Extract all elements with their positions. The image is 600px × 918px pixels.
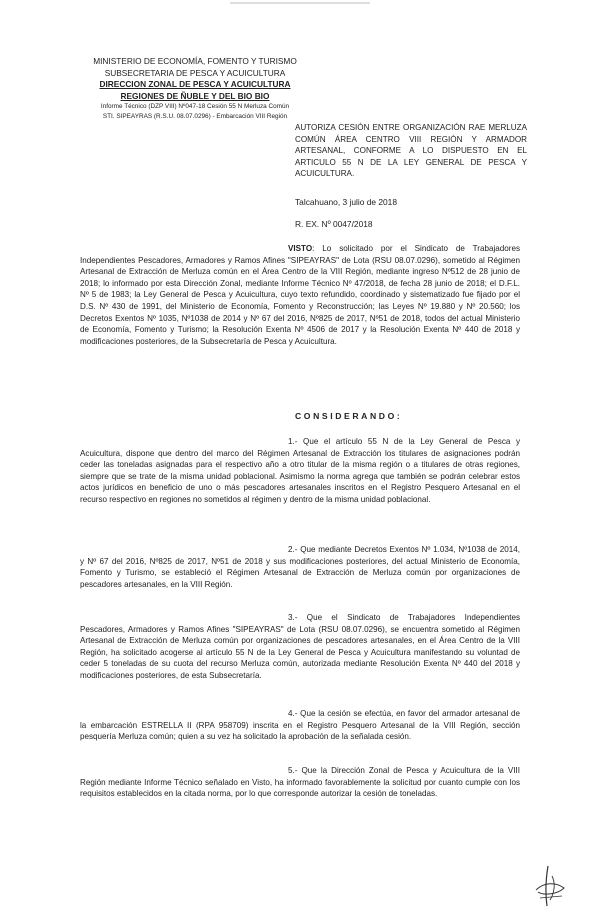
resolution-date: Talcahuano, 3 julio de 2018	[295, 197, 397, 207]
scan-artifact	[230, 2, 370, 4]
visto-paragraph	[80, 243, 520, 347]
considerando-4: 4.- Que la cesión se efectúa, en favor del armador artesanal de la embarcación ESTRELLA II (RPA 958709) inscrita en el Registro Pesquero Artesanal de la VIII Región, sección pesquería Merluza común; quien a su vez ha solicitado la aprobación de la señalada cesión.	[80, 709, 520, 742]
signature-mark	[530, 864, 570, 908]
subsecretaria-line: SUBSECRETARIA DE PESCA Y ACUICULTURA	[104, 67, 286, 78]
letterhead	[80, 56, 310, 121]
considerando-3: 3.- Que el Sindicato de Trabajadores Independientes Pescadores, Armadores y Ramos Afines "SIPEAYRAS" de Lota (RSU 08.07.0296), se encuentra sometido al Régimen Artesanal de Extracción de Merluza común por organizaciones de pescadores artesanales, en el Área Centro de la VIII Región, ha solicitado acogerse al artículo 55 N de la Ley General de Pesca y Acuicultura manifestando su voluntad de ceder 5 toneladas de su cuota del recurso Merluza común, autorizada mediante Resolución Exenta Nº 440 del 2018 y modificaciones posteriores, de esta Subsecretaría.	[80, 613, 520, 680]
regiones-line: REGIONES DE ÑUBLE Y DEL BIO BIO	[120, 90, 270, 101]
considerando-2: 2.- Que mediante Decretos Exentos Nº 1.034, Nº1038 de 2014, y Nº 67 del 2016, Nº825 de 2017, Nº51 de 2018 y sus modificaciones posteriores, del actual Ministerio de Economía, Fomento y Turismo, se estableció el Régimen Artesanal de Extracción de Merluza común por organizaciones de pescadores artesanales, en la VIII Región.	[80, 545, 520, 589]
resolution-subject: AUTORIZA CESIÓN ENTRE ORGANIZACIÓN RAE MERLUZA COMÚN ÁREA CENTRO VIII REGIÓN Y ARMADOR ARTESANAL, CONFORME A LO DISPUESTO EN EL ARTICULO 55 N DE LA LEY GENERAL DE PESCA Y ACUICULTURA.	[295, 123, 527, 178]
considerando-5: 5.- Que la Dirección Zonal de Pesca y Acuicultura de la VIII Región mediante Informe Técnico señalado en Visto, ha informado favorablemente la solicitud por cuanto cumple con los requisitos establecidos en la citada norma, por lo que corresponde autorizar la cesión de toneladas.	[80, 766, 520, 799]
considerando-heading: CONSIDERANDO:	[295, 411, 403, 421]
informe-ref-line: Informe Técnico (DZP VIII) Nº047-18 Cesión 55 N Merluza Común	[100, 103, 290, 110]
visto-label: VISTO	[288, 244, 313, 253]
sti-ref-line: STI. SIPEAYRAS (R.S.U. 08.07.0296) - Embarcación VIII Región	[102, 112, 288, 120]
ministry-line: MINISTERIO DE ECONOMÍA, FOMENTO Y TURISMO	[93, 56, 297, 66]
direccion-zonal-line: DIRECCION ZONAL DE PESCA Y ACUICULTURA	[99, 79, 291, 89]
considerando-1: 1.- Que el artículo 55 N de la Ley General de Pesca y Acuicultura, dispone que dentro del marco del Régimen Artesanal de Extracción los titulares de asignaciones podrán ceder las toneladas asignadas para el respectivo año a otro titular de la misma región o a titulares de otras regiones, siempre que se trate de la misma unidad poblacional. Asimismo la norma agrega que también se podrán celebrar estos actos jurídicos en beneficio de uno o más pescadores artesanales inscritos en el Registro Pesquero Artesanal en el recurso respectivo en regiones no sometidos al régimen y dentro de la misma unidad poblacional.	[80, 437, 520, 504]
visto-text: : Lo solicitado por el Sindicato de Trabajadores Independientes Pescadores, Armadores y Ramos Afines "SIPEAYRAS" de Lota (RSU 08.07.0296), sometido al Régimen Artesanal de Extracción de Merluza común en el Área Centro de la VIII Región, mediante ingreso Nº512 de 28 junio de 2018; lo informado por esta Dirección Zonal, mediante Informe Técnico Nº 47/2018, de fecha 28 junio de 2018; el D.F.L. Nº 5 de 1983; la Ley General de Pesca y Acuicultura, cuyo texto refundido, coordinado y sistematizado fue fijado por el D.S. Nº 430 de 1991, del Ministerio de Economía, Fomento y Reconstrucción; las Leyes Nº 19.880 y Nº 20.560; los Decretos Exentos Nº 1035, Nº1038 de 2014 y Nº 67 del 2016, Nº825 de 2017, Nº51 de 2018, todos del actual Ministerio de Economía, Fomento y Turismo; la Resolución Exenta Nº 4506 de 2017 y la Resolución Exenta Nº 440 de 2018 y modificaciones posteriores, de la Subsecretaría de Pesca y Acuicultura.	[80, 244, 520, 346]
resolution-number: R. EX. Nº 0047/2018	[295, 219, 373, 229]
